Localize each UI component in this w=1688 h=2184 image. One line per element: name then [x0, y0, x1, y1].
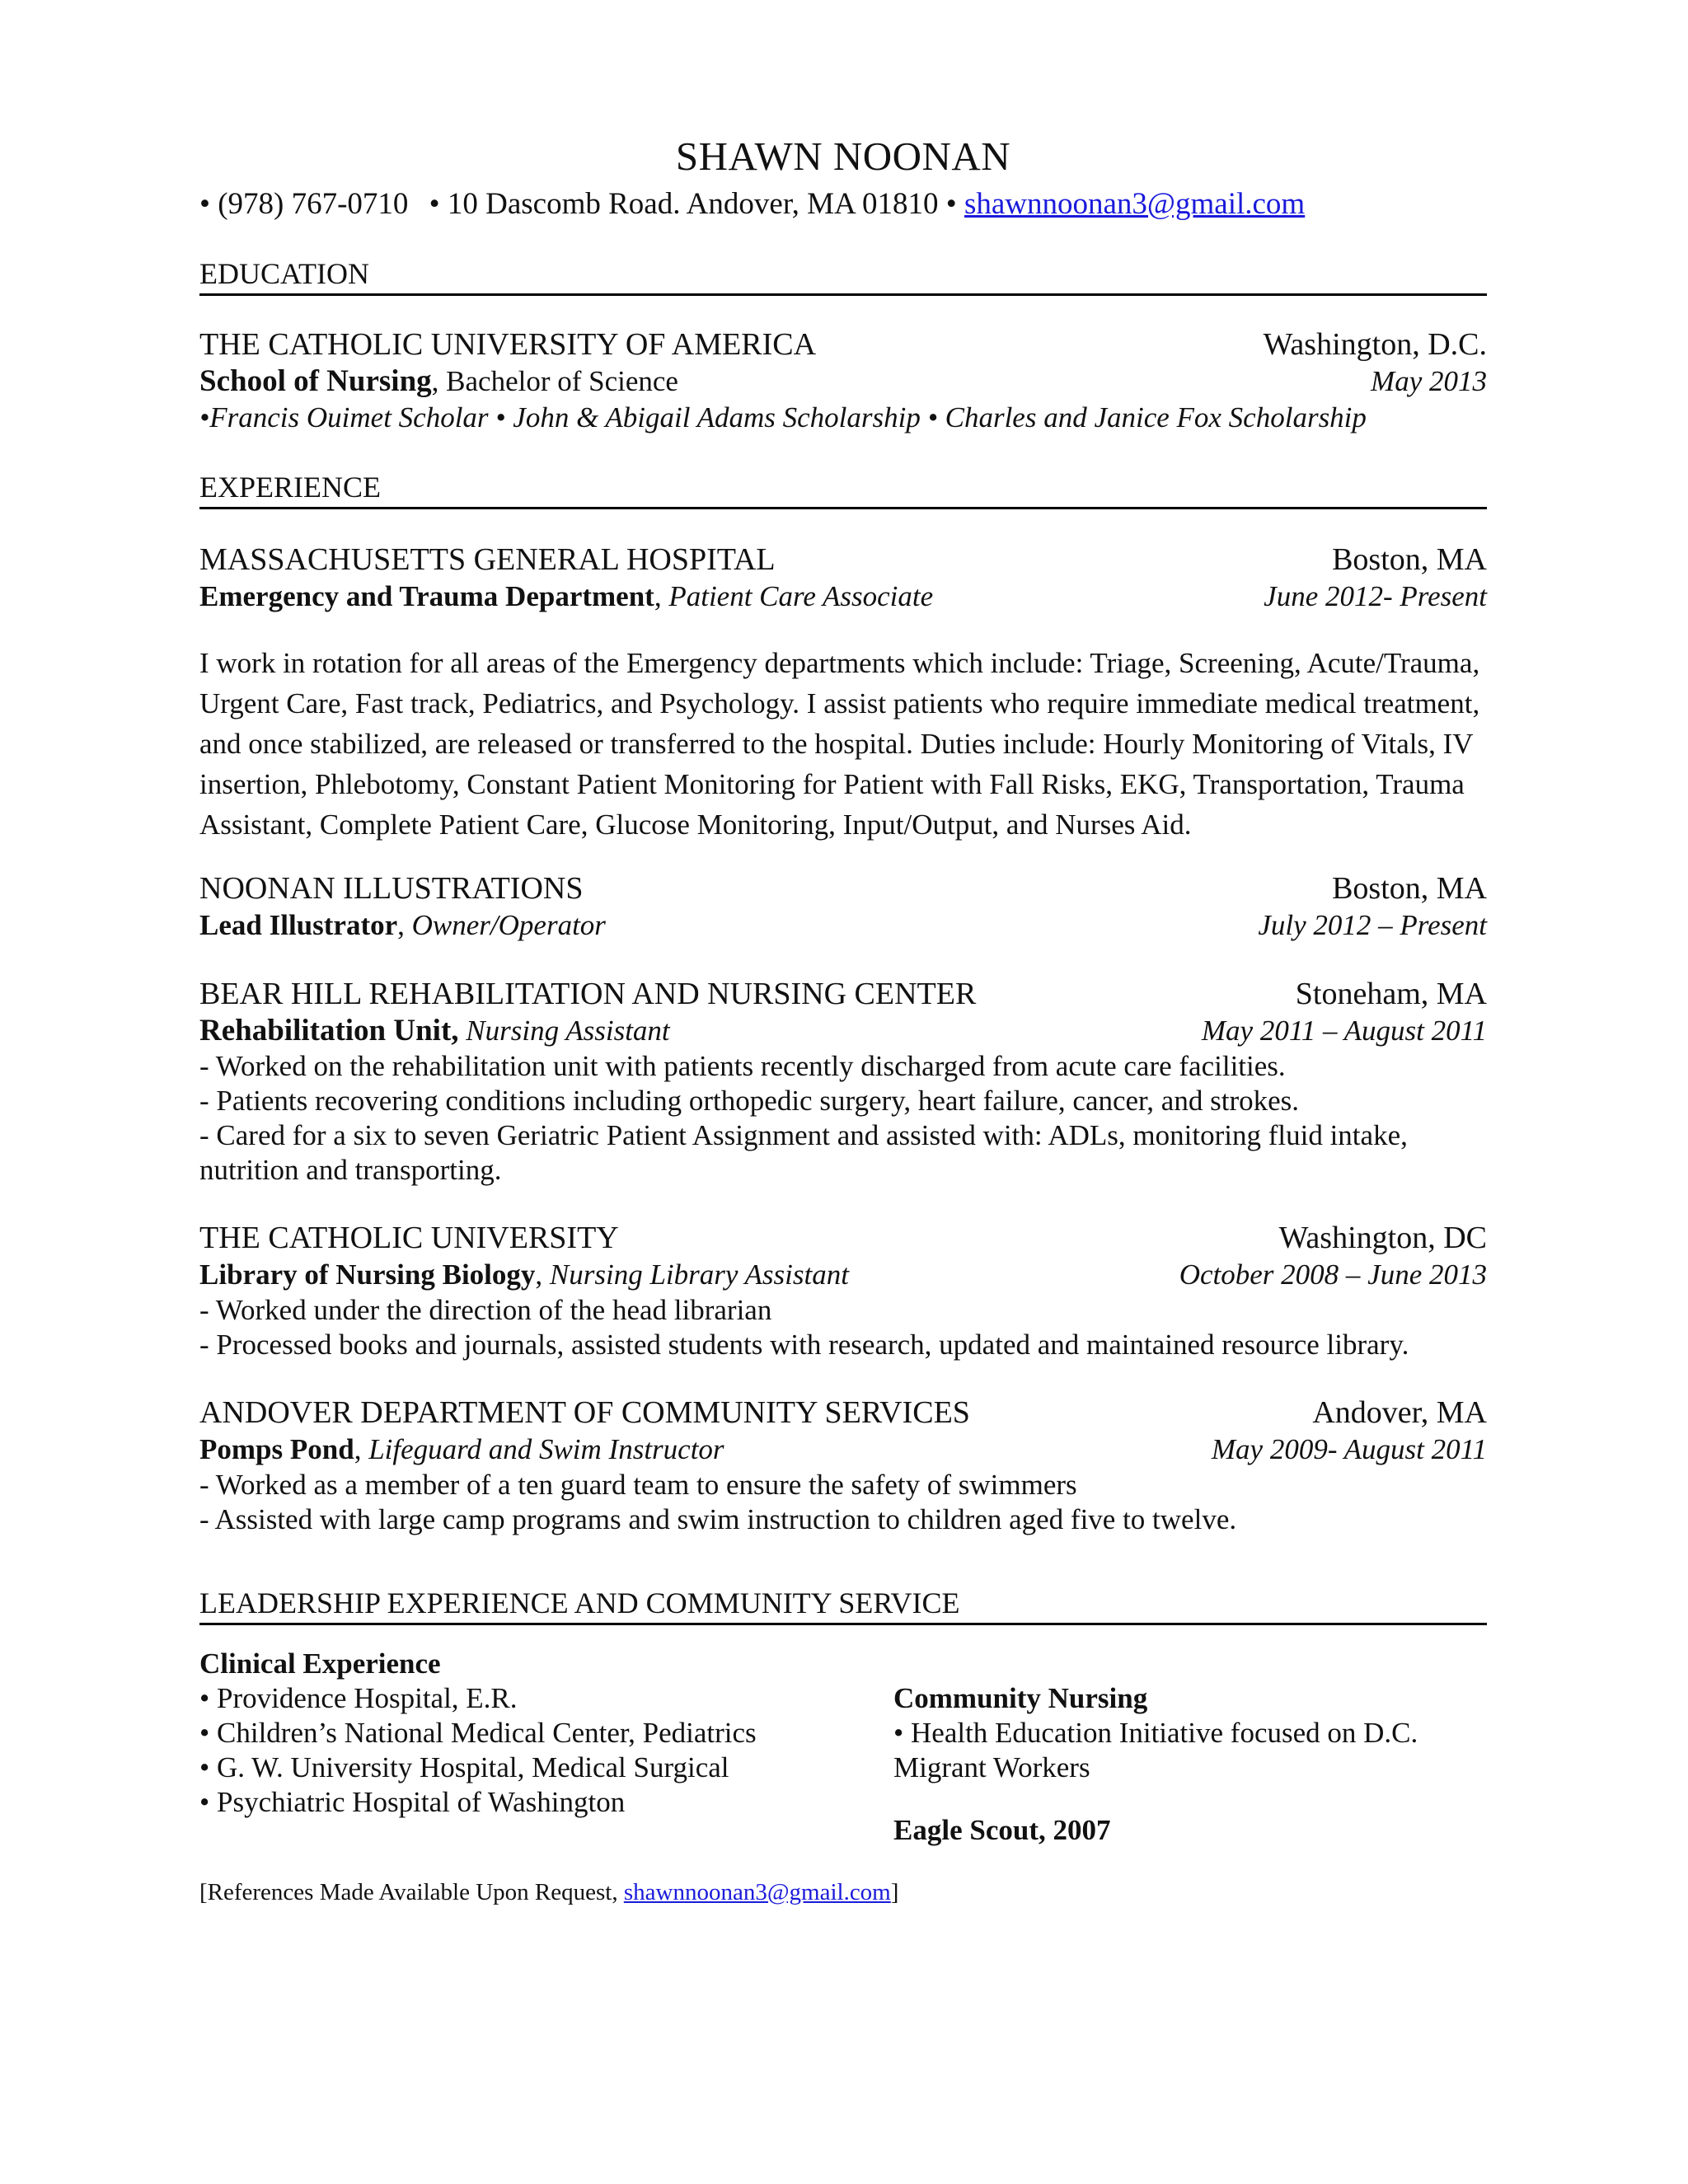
- job-andover-community-services: [199, 1394, 1487, 1537]
- job-bullet: - Worked under the direction of the head librarian: [199, 1294, 772, 1326]
- job-org-row: [199, 975, 1487, 1013]
- job-role: Patient Care Associate: [668, 580, 934, 612]
- job-role: Nursing Assistant: [466, 1015, 670, 1047]
- refs-prefix: [References Made Available Upon Request,: [199, 1879, 624, 1905]
- job-bullet: - Processed books and journals, assisted students with research, updated and maintained resource library.: [199, 1329, 1409, 1361]
- clinical-item: • Psychiatric Hospital of Washington: [199, 1786, 626, 1818]
- job-mgh: [199, 541, 1487, 845]
- clinical-experience: [199, 1647, 893, 1848]
- job-location: Andover, MA: [1312, 1395, 1487, 1430]
- job-role: Nursing Library Assistant: [549, 1258, 849, 1291]
- job-bullet: - Assisted with large camp programs and swim instruction to children aged five to twelve.: [199, 1503, 1237, 1535]
- job-role-row: [199, 1013, 1487, 1049]
- job-org: ANDOVER DEPARTMENT OF COMMUNITY SERVICES: [199, 1395, 970, 1430]
- school-name: THE CATHOLIC UNIVERSITY OF AMERICA: [199, 327, 817, 362]
- clinical-heading: Clinical Experience: [199, 1647, 441, 1680]
- education-degree-row: [199, 363, 1487, 400]
- job-bullets: [199, 1293, 1487, 1362]
- job-bullet: - Worked as a member of a ten guard team to ensure the safety of swimmers: [199, 1469, 1077, 1501]
- job-role-row: Library of Nursing Biology, Nursing Library Assistant October 2008 – June 2013: [199, 1257, 1487, 1293]
- job-bullet: - Cared for a six to seven Geriatric Patient Assignment and assisted with: ADLs, monitoring fluid intake, nutrition and transporting.: [199, 1119, 1408, 1186]
- school-dept: School of Nursing: [199, 364, 432, 398]
- phone: • (978) 767-0710: [199, 187, 409, 221]
- contact-line: [199, 185, 1487, 224]
- refs-suffix: ]: [890, 1879, 899, 1905]
- degree-line: [199, 363, 678, 400]
- job-org: BEAR HILL REHABILITATION AND NURSING CENTER: [199, 977, 977, 1011]
- scholarships: •Francis Ouimet Scholar • John & Abigail Adams Scholarship • Charles and Janice Fox Scholarship: [199, 401, 1367, 434]
- job-dept: Lead Illustrator: [199, 909, 398, 941]
- job-dept: Pomps Pond: [199, 1433, 354, 1465]
- job-description: I work in rotation for all areas of the Emergency departments which include: Triage, Screening, Acute/Trauma, Urgent Care, Fast track, Pediatrics, and Psychology. I assist patients who require immediate medical treatment, and once stabilized, are released or transferred to the hospital. Duties include: Hourly Monitoring of Vitals, IV insertion, Phlebotomy, Constant Patient Monitoring for Patient with Fall Risks, EKG, Transportation, Trauma Assistant, Complete Patient Care, Glucose Monitoring, Input/Output, and Nurses Aid.: [199, 647, 1480, 841]
- job-org: THE CATHOLIC UNIVERSITY: [199, 1221, 619, 1255]
- school-location: Washington, D.C.: [1263, 327, 1487, 362]
- education-org-row: [199, 326, 1487, 363]
- job-role-row: Lead Illustrator, Owner/Operator July 2012 – Present: [199, 907, 1487, 944]
- job-bullets: [199, 1049, 1487, 1188]
- graduation-date: May 2013: [1371, 365, 1487, 397]
- community-heading: Community Nursing: [893, 1682, 1148, 1714]
- job-bear-hill: [199, 975, 1487, 1188]
- refs-email-link[interactable]: shawnnoonan3@gmail.com: [623, 1879, 891, 1905]
- job-location: Washington, DC: [1278, 1221, 1487, 1255]
- job-dept: Library of Nursing Biology: [199, 1258, 536, 1291]
- leadership-heading: LEADERSHIP EXPERIENCE AND COMMUNITY SERVICE: [199, 1585, 1487, 1625]
- job-noonan-illustrations: [199, 869, 1487, 944]
- degree: , Bachelor of Science: [431, 365, 678, 397]
- job-org-row: [199, 1219, 1487, 1257]
- community-nursing: [893, 1647, 1487, 1848]
- job-role-row: Emergency and Trauma Department, Patient Care Associate June 2012- Present: [199, 579, 1487, 615]
- job-org-row: [199, 541, 1487, 579]
- job-org-row: [199, 869, 1487, 907]
- candidate-name: SHAWN NOONAN: [675, 134, 1011, 179]
- job-role-row: Pomps Pond, Lifeguard and Swim Instructor May 2009- August 2011: [199, 1432, 1487, 1468]
- leadership-columns: [199, 1647, 1487, 1848]
- job-location: Stoneham, MA: [1295, 977, 1487, 1011]
- job-role: Lifeguard and Swim Instructor: [368, 1433, 724, 1465]
- job-org: NOONAN ILLUSTRATIONS: [199, 871, 584, 906]
- job-dept: Emergency and Trauma Department: [199, 580, 654, 612]
- job-date: June 2012- Present: [1264, 580, 1487, 612]
- job-location: Boston, MA: [1332, 542, 1487, 577]
- job-catholic-university-library: [199, 1219, 1487, 1362]
- clinical-item: • Providence Hospital, E.R.: [199, 1682, 518, 1714]
- experience-heading: EXPERIENCE: [199, 469, 1487, 509]
- eagle-scout: Eagle Scout, 2007: [893, 1814, 1111, 1846]
- job-date: May 2011 – August 2011: [1201, 1015, 1487, 1047]
- job-bullet: - Worked on the rehabilitation unit with patients recently discharged from acute care facilities.: [199, 1050, 1286, 1082]
- clinical-item: • G. W. University Hospital, Medical Surgical: [199, 1751, 729, 1783]
- job-dept: Rehabilitation Unit,: [199, 1014, 459, 1047]
- clinical-item: • Children’s National Medical Center, Pediatrics: [199, 1717, 757, 1749]
- job-bullet: - Patients recovering conditions including orthopedic surgery, heart failure, cancer, and strokes.: [199, 1085, 1299, 1117]
- community-text: • Health Education Initiative focused on D.C. Migrant Workers: [893, 1717, 1418, 1783]
- email-link[interactable]: shawnnoonan3@gmail.com: [964, 187, 1306, 221]
- resume-page: [199, 132, 1487, 1907]
- job-date: October 2008 – June 2013: [1179, 1258, 1487, 1291]
- job-bullets: [199, 1468, 1487, 1537]
- education-heading: EDUCATION: [199, 255, 1487, 296]
- references-note: [199, 1877, 1487, 1907]
- job-date: May 2009- August 2011: [1211, 1433, 1487, 1465]
- job-location: Boston, MA: [1332, 871, 1487, 906]
- job-role: Owner/Operator: [411, 909, 606, 941]
- job-org: MASSACHUSETTS GENERAL HOSPITAL: [199, 542, 776, 577]
- job-date: July 2012 – Present: [1258, 909, 1487, 941]
- job-org-row: [199, 1394, 1487, 1432]
- address: • 10 Dascomb Road. Andover, MA 01810 •: [429, 187, 957, 221]
